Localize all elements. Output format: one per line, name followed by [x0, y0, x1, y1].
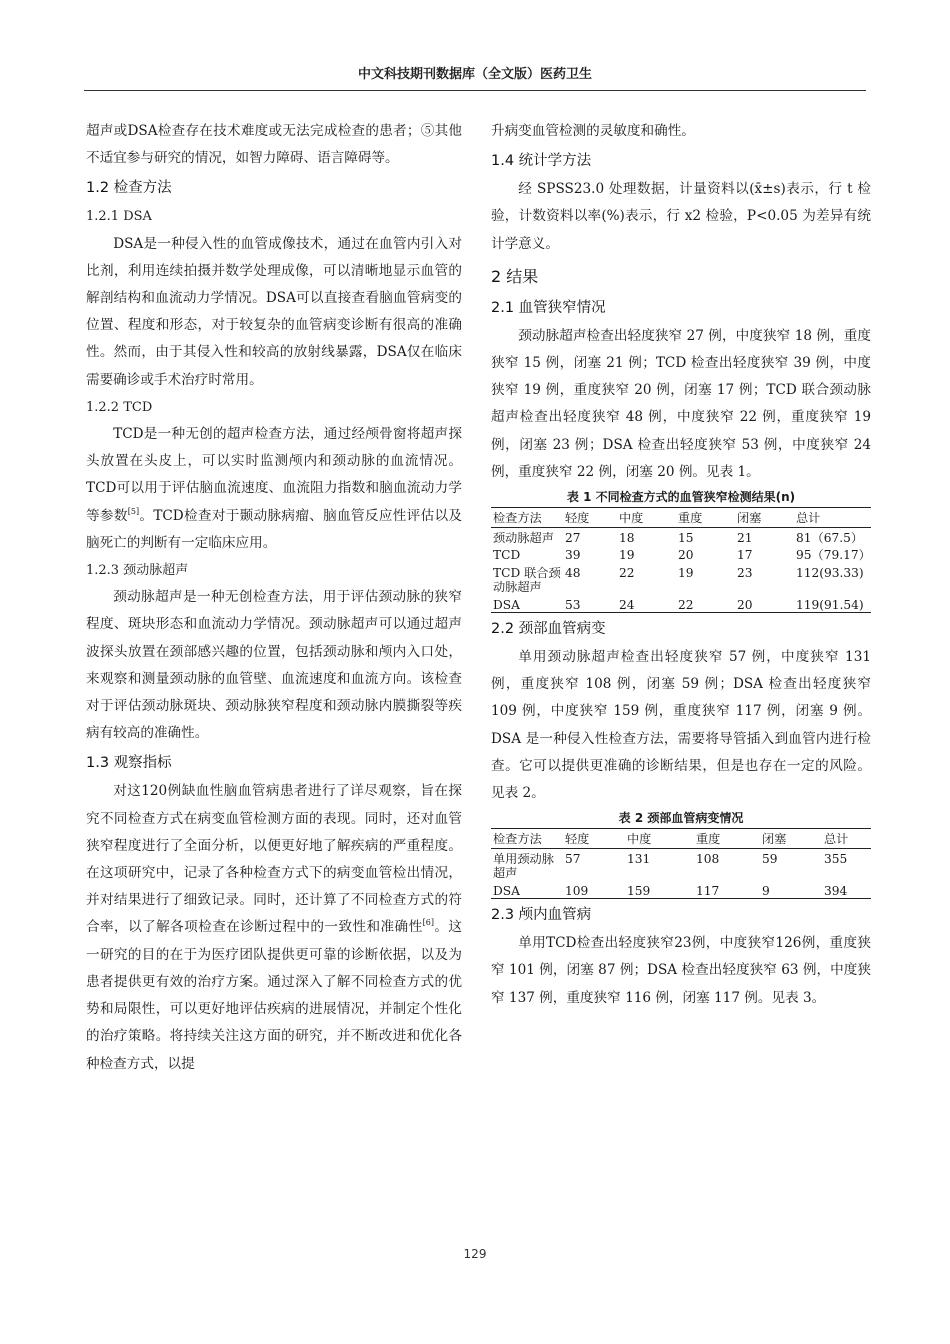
table-cell: TCD 联合颈动脉超声 — [493, 565, 561, 595]
table-cell: 109 — [565, 883, 589, 898]
table-cell: 95（79.17） — [796, 548, 871, 563]
observation-text-a: 对这120例缺血性脑血管病患者进行了详尽观察，旨在探究不同检查方式在病变血管检测方面的表现。同时，还对血管狭窄程度进行了全面分析，以便更好地了解疾病的严重程度。在这项研究中，记录了各种检查方式下的病变血管检出情况，并对结果进行了细致记录。同时，还计算了不同检查方式的符合率，以了解各项检查在诊断过程中的一致性和准确性 — [86, 783, 462, 936]
right-column — [491, 118, 871, 1012]
table-cell: 48 — [565, 565, 581, 580]
table2-header-row — [491, 829, 871, 849]
table-cell: 27 — [565, 530, 581, 545]
intracranial-paragraph: 单用TCD检查出轻度狭窄23例，中度狭窄126例，重度狭窄 101 例，闭塞 87 例；DSA 检查出轻度狭窄 63 例，中度狭窄 137 例，重度狭窄 116 例，闭塞 117 例。见表 3。 — [491, 935, 871, 1006]
citation-5: [5] — [127, 506, 140, 516]
table-header-cell: 重度 — [694, 829, 760, 849]
table-header-cell: 总计 — [822, 829, 871, 849]
table-cell: DSA — [493, 883, 520, 898]
section-heading-2-1: 2.1 血管狭窄情况 — [491, 299, 606, 316]
table-cell: 19 — [678, 565, 694, 580]
table-header-cell: 闭塞 — [760, 829, 822, 849]
section-heading-1-4: 1.4 统计学方法 — [491, 153, 592, 170]
table-header-cell: 检查方法 — [491, 829, 563, 849]
tcd-text-b: 。TCD检查对于颞动脉病瘤、脑血管反应性评估以及脑死亡的判断有一定临床应用。 — [86, 507, 462, 551]
table-cell: 117 — [696, 883, 720, 898]
table-header-cell: 重度 — [676, 508, 735, 528]
table-cell: 119(91.54) — [796, 597, 864, 612]
subsection-heading-dsa: 1.2.1 DSA — [86, 209, 152, 225]
page-number: 129 — [463, 1247, 487, 1261]
table-cell: TCD — [493, 548, 521, 563]
table1-header-row — [491, 508, 871, 528]
table-header-cell: 轻度 — [563, 829, 625, 849]
table-header-cell: 闭塞 — [735, 508, 794, 528]
tcd-paragraph — [86, 421, 462, 557]
table-row — [491, 527, 871, 545]
table-cell: DSA — [493, 597, 520, 612]
stenosis-paragraph: 颈动脉超声检查出轻度狭窄 27 例，中度狭窄 18 例，重度狭窄 15 例，闭塞 21 例；TCD 检查出轻度狭窄 39 例，中度狭窄 19 例，重度狭窄 20 例，闭塞 17 例；TCD 联合颈动脉超声检查出轻度狭窄 48 例，中度狭窄 22 例，重度狭窄 19 例，闭塞 23 例；DSA 检查出轻度狭窄 53 例，中度狭窄 24 例，重度狭窄 22 例，闭塞 20 例。见表 1。 — [491, 327, 871, 480]
observation-text-b: 。这一研究的目的在于为医疗团队提供更可靠的诊断依据，以及为患者提供更有效的治疗方案。通过深入了解不同检查方式的优势和局限性，可以更好地评估疾病的进展情况，并制定个性化的治疗策略。将持续关注这方面的研究，并不断改进和优化各种检查方式，以提 — [86, 919, 463, 1072]
statistics-paragraph: 经 SPSS23.0 处理数据，计量资料以(x̄±s)表示，行 t 检验，计数资料以率(%)表示，行 x2 检验，P<0.05 为差异有统计学意义。 — [491, 181, 871, 252]
table-header-cell: 检查方法 — [491, 508, 563, 528]
table-cell: 159 — [627, 883, 651, 898]
table-header-cell: 总计 — [794, 508, 871, 528]
table1 — [491, 507, 871, 613]
table-cell: 112(93.33) — [796, 565, 864, 580]
table-header-cell: 轻度 — [563, 508, 617, 528]
table-cell: 20 — [737, 597, 753, 612]
carotid-paragraph: 颈动脉超声是一种无创检查方法，用于评估颈动脉的狭窄程度、斑块形态和血流动力学情况。颈动脉超声可以通过超声波探头放置在颈部感兴趣的位置，包括颈动脉和颅内入口处，来观察和测量颈动脉的血管壁、血流速度和血流方向。该检查对于评估颈动脉斑块、颈动脉狭窄程度和颈动脉内膜撕裂等疾病有较高的准确性。 — [86, 589, 462, 742]
table-cell: 81（67.5） — [796, 530, 864, 545]
table-row — [491, 595, 871, 613]
section-heading-2-2: 2.2 颈部血管病变 — [491, 621, 606, 638]
table-cell: 18 — [619, 530, 635, 545]
tcd-text-a: TCD是一种无创的超声检查方法，通过经颅骨窗将超声探头放置在头皮上，可以实时监测颅内和颈动脉的血流情况。TCD可以用于评估脑血流速度、血流阻力指数和脑血流动力学等参数 — [86, 426, 462, 524]
table-cell: 394 — [824, 883, 848, 898]
dsa-paragraph: DSA是一种侵入性的血管成像技术，通过在血管内引入对比剂，利用连续拍摄并数学处理成像，可以清晰地显示血管的解剖结构和血流动力学情况。DSA可以直接查看脑血管病变的位置、程度和形态，对于较复杂的血管病变诊断有很高的准确性。然而，由于其侵入性和较高的放射线暴露，DSA仅在临床需要确诊或手术治疗时常用。 — [86, 235, 462, 388]
neck-vessel-paragraph: 单用颈动脉超声检查出轻度狭窄 57 例，中度狭窄 131 例，重度狭窄 108 例，闭塞 59 例；DSA 检查出轻度狭窄 109 例，中度狭窄 159 例，重度狭窄 117 例，闭塞 9 例。DSA 是一种侵入性检查方法，需要将导管插入到血管内进行检查。它可以提供更准确的诊断结果，但是也存在一定的风险。见表 2。 — [491, 649, 871, 802]
table-cell: 22 — [619, 565, 635, 580]
table-cell: 21 — [737, 530, 753, 545]
subsection-heading-tcd: 1.2.2 TCD — [86, 399, 153, 415]
intro-paragraph: 超声或DSA检查存在技术难度或无法完成检查的患者；⑤其他不适宜参与研究的情况，如智力障碍、语言障碍等。 — [86, 123, 462, 167]
table-cell: 131 — [627, 851, 651, 866]
table-cell: 17 — [737, 548, 753, 563]
table-cell: 24 — [619, 597, 635, 612]
table2-caption: 表 2 颈部血管病变情况 — [618, 811, 744, 826]
table-cell: 53 — [565, 597, 581, 612]
continued-paragraph: 升病变血管检测的灵敏度和确性。 — [491, 123, 695, 139]
observation-paragraph — [86, 778, 462, 1077]
journal-header: 中文科技期刊数据库（全文版）医药卫生 — [84, 64, 866, 91]
table-row — [491, 881, 871, 899]
table-row — [491, 545, 871, 563]
table2 — [491, 828, 871, 899]
table-cell: 355 — [824, 851, 848, 866]
table-cell: 单用颈动脉超声 — [493, 851, 554, 881]
table-cell: 23 — [737, 565, 753, 580]
section-heading-results: 2 结果 — [491, 266, 539, 286]
table-cell: 57 — [565, 851, 581, 866]
table-cell: 39 — [565, 548, 581, 563]
section-heading-2-3: 2.3 颅内血管病 — [491, 907, 592, 924]
table-cell: 颈动脉超声 — [493, 530, 554, 545]
table-cell: 15 — [678, 530, 694, 545]
section-heading-1-3: 1.3 观察指标 — [86, 755, 172, 772]
table-cell: 20 — [678, 548, 694, 563]
subsection-heading-carotid: 1.2.3 颈动脉超声 — [86, 563, 189, 579]
table-cell: 59 — [762, 851, 778, 866]
table-cell: 108 — [696, 851, 720, 866]
section-heading-1-2: 1.2 检查方法 — [86, 180, 172, 197]
table-cell: 19 — [619, 548, 635, 563]
table-header-cell: 中度 — [625, 829, 694, 849]
citation-6: [6] — [422, 918, 434, 928]
table-row — [491, 848, 871, 881]
table-cell: 9 — [762, 883, 770, 898]
table-cell: 22 — [678, 597, 694, 612]
table1-caption: 表 1 不同检查方式的血管狭窄检测结果(n) — [566, 490, 796, 505]
left-column — [86, 118, 462, 1078]
table-row — [491, 563, 871, 595]
table-header-cell: 中度 — [617, 508, 676, 528]
